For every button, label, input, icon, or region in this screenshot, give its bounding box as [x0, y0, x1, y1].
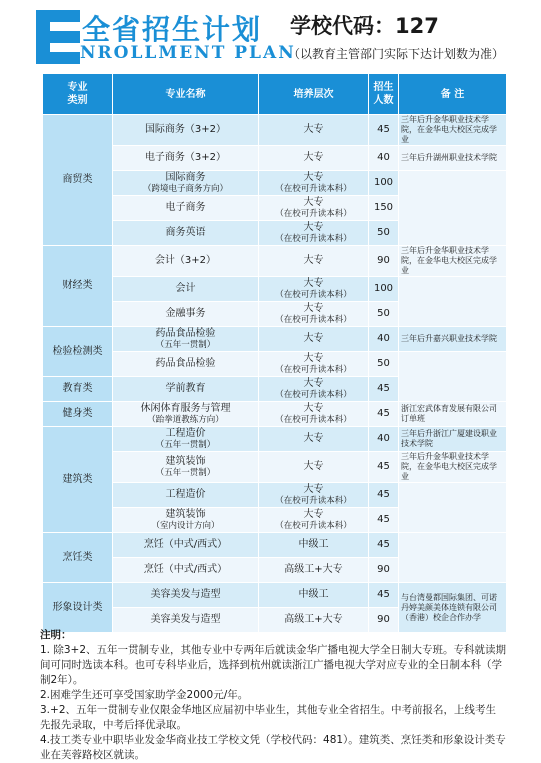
level-cell: [259, 302, 369, 327]
level-sub: （在校可升读本科）: [275, 209, 352, 219]
major-name-cell: [113, 196, 259, 221]
count-cell: 45: [369, 115, 399, 146]
page-header: [0, 0, 541, 70]
major-name-sub: （跆拳道教练方向）: [147, 415, 224, 425]
table-row: [43, 171, 507, 196]
major-name-cell: [113, 146, 259, 171]
major-name-cell: [113, 533, 259, 558]
major-name: 会计: [175, 283, 196, 294]
note-item: 1. 除3+2、五年一贯制专业，其他专业中专两年后就读金华广播电视大学全日制大专班。专科就读期间可同时选读本科。也可专科毕业后，选择到杭州就读浙江广播电视大学对应专业的全日制本科（学制2年）。: [40, 644, 507, 686]
major-name-cell: [113, 171, 259, 196]
notes-title: 注明：: [40, 629, 72, 641]
table-row: [43, 146, 507, 171]
major-name-cell: [113, 508, 259, 533]
count-cell: 40: [369, 146, 399, 171]
major-name-cell: [113, 302, 259, 327]
count-cell: 40: [369, 327, 399, 352]
level-text: 大专: [303, 378, 324, 389]
level-cell: [259, 452, 369, 483]
level-cell: [259, 583, 369, 608]
level-text: 大专: [303, 433, 324, 444]
count-cell: 45: [369, 402, 399, 427]
major-name-cell: [113, 277, 259, 302]
level-cell: [259, 508, 369, 533]
school-code: 学校代码：127: [290, 14, 439, 38]
level-cell: [259, 377, 369, 402]
enrollment-table: [42, 73, 507, 633]
level-cell: [259, 196, 369, 221]
category-cell: 建筑类: [43, 427, 113, 533]
major-name-sub: （五年一贯制）: [155, 340, 216, 350]
level-cell: [259, 483, 369, 508]
major-name-sub: （五年一贯制）: [155, 468, 216, 478]
count-cell: 45: [369, 452, 399, 483]
major-name-cell: [113, 427, 259, 452]
table-header-row: [43, 74, 507, 115]
count-cell: 50: [369, 221, 399, 246]
level-cell: [259, 171, 369, 196]
note-cell: 三年后升嘉兴职业技术学院: [399, 327, 507, 352]
category-cell: 商贸类: [43, 115, 113, 246]
count-cell: 100: [369, 171, 399, 196]
note-cell: 三年后升金华职业技术学院，在金华电大校区完成学业: [399, 452, 507, 483]
note-item: 2.困难学生还可享受国家助学金2000元/年。: [40, 689, 249, 701]
level-sub: （在校可升读本科）: [275, 315, 352, 325]
major-name: 国际商务: [165, 172, 206, 183]
level-cell: [259, 533, 369, 558]
note-cell-empty: [399, 352, 507, 402]
level-cell: [259, 558, 369, 583]
level-sub: （在校可升读本科）: [275, 390, 352, 400]
note-cell: 三年后升浙江广厦建设职业技术学院: [399, 427, 507, 452]
major-name-cell: [113, 246, 259, 277]
level-text: 大专: [303, 222, 324, 233]
major-name: 电子商务: [165, 202, 206, 213]
level-text: 大专: [303, 278, 324, 289]
major-name-cell: [113, 558, 259, 583]
major-name: 学前教育: [165, 383, 206, 394]
major-name: 工程造价: [165, 428, 206, 439]
page-subtitle-en: NROLLMENT PLAN: [80, 43, 296, 63]
level-text: 大专: [303, 509, 324, 520]
level-cell: [259, 427, 369, 452]
level-sub: （在校可升读本科）: [275, 415, 352, 425]
level-text: 大专: [303, 197, 324, 208]
major-name: 药品食品检验: [155, 328, 216, 339]
count-cell: 40: [369, 427, 399, 452]
major-name: 建筑装饰: [165, 456, 206, 467]
level-text: 大专: [303, 124, 324, 135]
level-text: 大专: [303, 353, 324, 364]
level-cell: [259, 402, 369, 427]
note-cell-empty: [399, 277, 507, 327]
category-cell: 健身类: [43, 402, 113, 427]
level-text: 大专: [303, 484, 324, 495]
note-cell-empty: [399, 483, 507, 533]
note-cell-empty: [399, 533, 507, 583]
table-row: [43, 246, 507, 277]
level-sub: （在校可升读本科）: [275, 521, 352, 531]
table-row: [43, 327, 507, 352]
category-cell: 教育类: [43, 377, 113, 402]
major-name: 烹饪（中式/西式）: [143, 539, 228, 550]
table-row: [43, 277, 507, 302]
major-name-cell: [113, 327, 259, 352]
header-note: 备 注: [399, 74, 507, 115]
count-cell: 45: [369, 533, 399, 558]
note-cell: 三年后升金华职业技术学院，在金华电大校区完成学业: [399, 246, 507, 277]
level-text: 高级工+大专: [284, 614, 343, 625]
count-cell: 45: [369, 483, 399, 508]
major-name: 会计（3+2）: [154, 255, 217, 266]
level-cell: [259, 327, 369, 352]
level-sub: （在校可升读本科）: [275, 184, 352, 194]
category-cell: 检验检测类: [43, 327, 113, 377]
level-text: 大专: [303, 303, 324, 314]
table-row: [43, 427, 507, 452]
level-cell: [259, 146, 369, 171]
count-cell: 90: [369, 608, 399, 633]
level-text: 大专: [303, 255, 324, 266]
count-cell: 90: [369, 558, 399, 583]
level-sub: （在校可升读本科）: [275, 496, 352, 506]
major-name-cell: [113, 402, 259, 427]
level-cell: [259, 246, 369, 277]
major-name-cell: [113, 583, 259, 608]
note-item: 3.+2、五年一贯制专业仅限金华地区应届初中毕业生，其他专业全省招生。中考前报名，上线考生先报先录取，中考后择优录取。: [40, 704, 496, 731]
note-cell-empty: [399, 171, 507, 246]
level-cell: [259, 352, 369, 377]
count-cell: 100: [369, 277, 399, 302]
major-name-sub: （跨境电子商务方向）: [142, 184, 228, 194]
note-cell: 三年后升湖州职业技术学院: [399, 146, 507, 171]
category-cell: 烹饪类: [43, 533, 113, 583]
table-row: [43, 352, 507, 377]
major-name: 烹饪（中式/西式）: [143, 564, 228, 575]
header-category: 专业 类别: [43, 74, 113, 115]
enrollment-logo-e: [36, 10, 80, 64]
major-name-cell: [113, 377, 259, 402]
major-name: 药品食品检验: [155, 358, 216, 369]
major-name: 美容美发与造型: [150, 589, 221, 600]
count-cell: 45: [369, 377, 399, 402]
header-level: 培养层次: [259, 74, 369, 115]
category-cell: 形象设计类: [43, 583, 113, 633]
table-row: [43, 483, 507, 508]
level-text: 大专: [303, 461, 324, 472]
major-name-cell: [113, 352, 259, 377]
table-row: [43, 583, 507, 608]
count-cell: 45: [369, 583, 399, 608]
level-cell: [259, 115, 369, 146]
major-name-sub: （室内设计方向）: [151, 521, 220, 531]
notes-section: [40, 628, 506, 763]
level-text: 大专: [303, 403, 324, 414]
level-text: 高级工+大专: [284, 564, 343, 575]
level-sub: （在校可升读本科）: [275, 234, 352, 244]
level-text: 大专: [303, 172, 324, 183]
count-cell: 50: [369, 352, 399, 377]
major-name: 美容美发与造型: [150, 614, 221, 625]
plan-note: （以教育主管部门实际下达计划数为准）: [288, 47, 505, 61]
level-text: 中级工: [298, 539, 329, 550]
major-name-cell: [113, 221, 259, 246]
table-row: [43, 402, 507, 427]
note-cell: 浙江宏武体育发展有限公司订单班: [399, 402, 507, 427]
count-cell: 50: [369, 302, 399, 327]
count-cell: 45: [369, 508, 399, 533]
page-title: 全省招生计划: [82, 13, 263, 46]
table-row: [43, 115, 507, 146]
level-text: 中级工: [298, 589, 329, 600]
level-sub: （在校可升读本科）: [275, 290, 352, 300]
major-name: 工程造价: [165, 489, 206, 500]
level-cell: [259, 221, 369, 246]
header-major: 专业名称: [113, 74, 259, 115]
major-name: 电子商务（3+2）: [144, 152, 227, 163]
level-text: 大专: [303, 333, 324, 344]
count-cell: 150: [369, 196, 399, 221]
major-name: 国际商务（3+2）: [144, 124, 227, 135]
note-item: 4.技工类专业中职毕业发金华商业技工学校文凭（学校代码：481）。建筑类、烹饪类和形象设计类专业在芙蓉路校区就读。: [40, 734, 506, 761]
table-row: [43, 533, 507, 558]
level-sub: （在校可升读本科）: [275, 365, 352, 375]
major-name: 金融事务: [165, 308, 206, 319]
major-name-cell: [113, 452, 259, 483]
major-name-cell: [113, 483, 259, 508]
major-name: 商务英语: [165, 227, 206, 238]
level-cell: [259, 277, 369, 302]
major-name-sub: （五年一贯制）: [155, 440, 216, 450]
level-text: 大专: [303, 152, 324, 163]
table-row: [43, 452, 507, 483]
category-cell: 财经类: [43, 246, 113, 327]
count-cell: 90: [369, 246, 399, 277]
note-cell: 与台湾曼都国际集团、可诺丹婷美颜美体连锁有限公司（香港）校企合作办学: [399, 583, 507, 633]
header-count: 招生 人数: [369, 74, 399, 115]
major-name-cell: [113, 115, 259, 146]
major-name: 建筑装饰: [165, 509, 206, 520]
note-cell: 三年后升金华职业技术学院，在金华电大校区完成学业: [399, 115, 507, 146]
major-name: 休闲体育服务与管理: [140, 403, 231, 414]
